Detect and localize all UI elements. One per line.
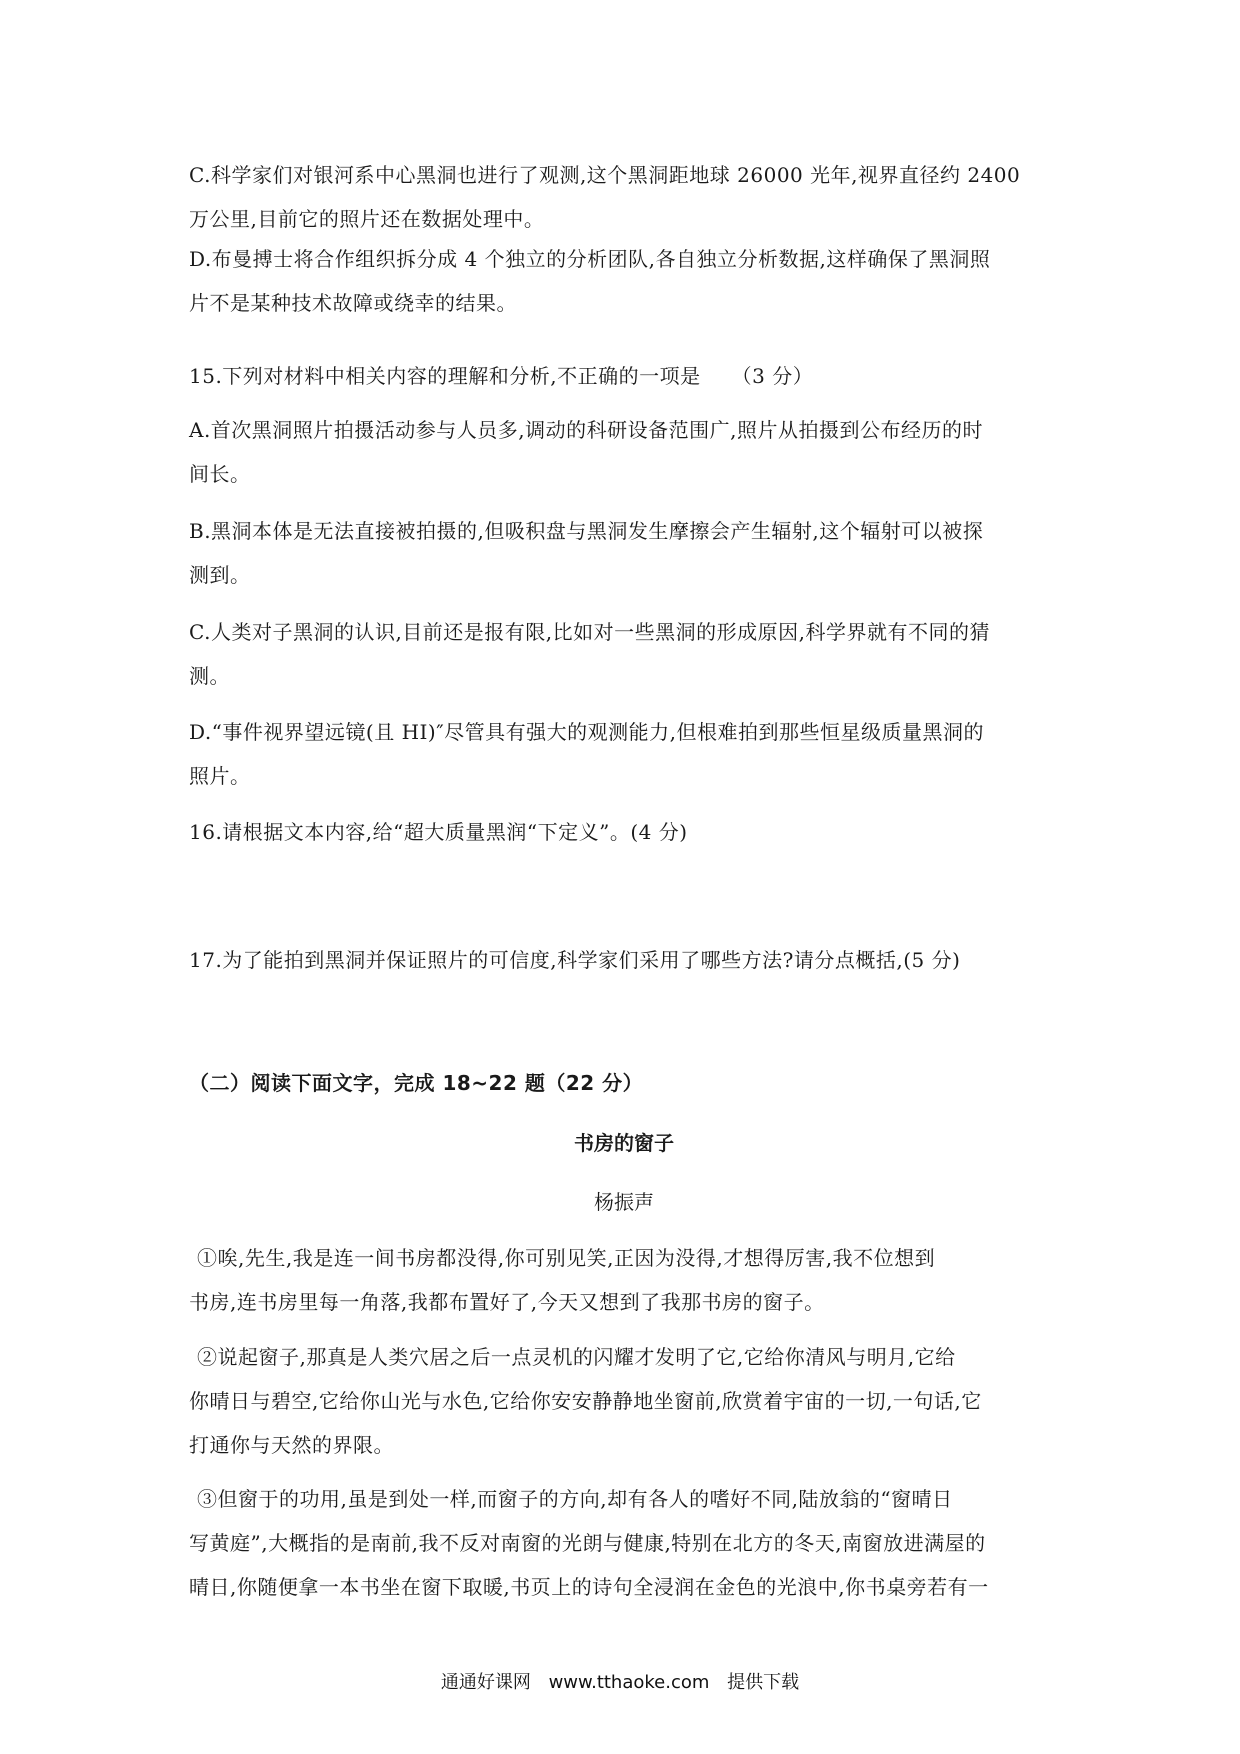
- text-line: 间长。: [189, 462, 251, 486]
- essay-paragraph-2: [189, 1335, 1067, 1467]
- text-line: 17.为了能拍到黑洞并保证照片的可信度,科学家们采用了哪些方法?请分点概括,(5 分): [189, 948, 961, 972]
- essay-title: 书房的窗子: [574, 1131, 674, 1155]
- q15-option-d: [189, 710, 1059, 798]
- q16-stem: [189, 810, 1059, 854]
- text-line: ②说起窗子,那真是人类穴居之后一点灵机的闪耀才发明了它,它给你清风与明月,它给: [197, 1345, 956, 1369]
- text-line: ①唉,先生,我是连一间书房都没得,你可别见笑,正因为没得,才想得厉害,我不位想到: [197, 1246, 936, 1270]
- q15-option-c: [189, 610, 1059, 698]
- q17-stem: [189, 938, 1059, 982]
- text-line: 16.请根据文本内容,给“超大质量黑润“下定义”。(4 分): [189, 820, 688, 844]
- text-line: 写黄庭”,大概指的是南前,我不反对南窗的光朗与健康,特别在北方的冬天,南窗放进满屋的: [189, 1531, 986, 1555]
- q14-option-c: [189, 153, 1059, 241]
- text-line: D.“事件视界望远镜(且 HI)″尽管具有强大的观测能力,但根难拍到那些恒星级质量黑洞的: [189, 720, 985, 744]
- text-line: ③但窗于的功用,虽是到处一样,而窗子的方向,却有各人的嗜好不同,陆放翁的“窗晴日: [197, 1487, 953, 1511]
- text-line: 照片。: [189, 764, 251, 788]
- section-heading: [189, 1061, 1059, 1105]
- q15-stem: [189, 354, 1059, 398]
- text-line: 晴日,你随便拿一本书坐在窗下取暖,书页上的诗句全浸润在金色的光浪中,你书桌旁若有一: [189, 1575, 989, 1599]
- footer-note: 提供下载: [727, 1672, 800, 1693]
- text-line: A.首次黑洞照片拍摄活动参与人员多,调动的科研设备范围广,照片从拍摄到公布经历的时: [189, 418, 984, 442]
- q15-option-b: [189, 509, 1059, 597]
- text-line: 打通你与天然的界限。: [189, 1433, 394, 1457]
- text-line: 万公里,目前它的照片还在数据处理中。: [189, 207, 545, 231]
- text-line: 15.下列对材料中相关内容的理解和分析,不正确的一项是 （3 分）: [189, 364, 814, 388]
- footer-url[interactable]: www.tthaoke.com: [548, 1672, 710, 1693]
- text-line: 测到。: [189, 563, 251, 587]
- essay-paragraph-1: [189, 1236, 1067, 1324]
- text-line: （二）阅读下面文字，完成 18~22 题（22 分）: [189, 1071, 644, 1095]
- text-line: B.黑洞本体是无法直接被拍摄的,但吸积盘与黑洞发生摩擦会产生辐射,这个辐射可以被探: [189, 519, 984, 543]
- essay-author: 杨振声: [594, 1190, 654, 1214]
- text-line: 测。: [189, 664, 230, 688]
- text-line: D.布曼搏士将合作组织拆分成 4 个独立的分析团队,各自独立分析数据,这样确保了黑洞照: [189, 247, 991, 271]
- essay-paragraph-3: [189, 1477, 1067, 1609]
- text-line: C.人类对子黑洞的认识,目前还是报有限,比如对一些黑洞的形成原因,科学界就有不同的猜: [189, 620, 991, 644]
- text-line: 片不是某种技术故障或绕幸的结果。: [189, 291, 517, 315]
- footer-site-name: 通通好课网: [440, 1672, 531, 1693]
- q14-option-d: [189, 237, 1059, 325]
- text-line: 书房,连书房里每一角落,我都布置好了,今天又想到了我那书房的窗子。: [189, 1290, 825, 1314]
- text-line: C.科学家们对银河系中心黑洞也进行了观测,这个黑洞距地球 26000 光年,视界直径约 2400: [189, 163, 1021, 187]
- q15-option-a: [189, 408, 1059, 496]
- text-line: 你晴日与碧空,它给你山光与水色,它给你安安静静地坐窗前,欣赏着宇宙的一切,一句话,它: [189, 1389, 982, 1413]
- page-footer: [0, 1668, 1240, 1698]
